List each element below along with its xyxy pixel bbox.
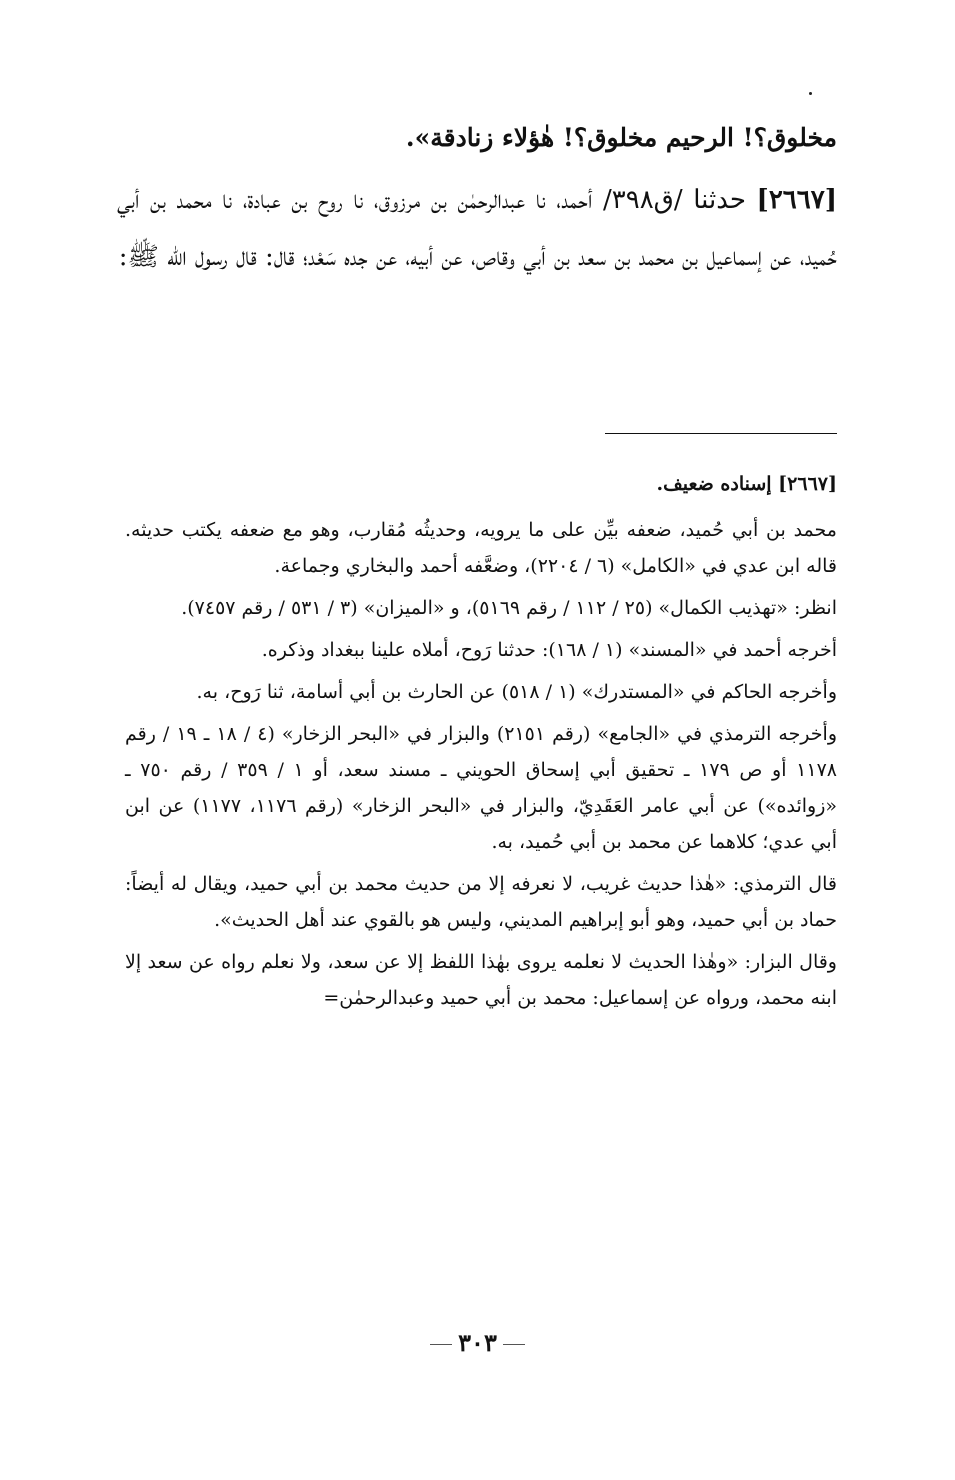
footnote-paragraph: انظر: «تهذيب الكمال» (٢٥ / ١١٢ / رقم ٥١٦٩)، و «الميزان» (٣ / ٥٣١ / رقم ٧٤٥٧). — [181, 597, 837, 619]
footnote-paragraph: وأخرجه الحاكم في «المستدرك» (١ / ٥١٨) عن الحارث بن أبي أسامة، ثنا رَوح، به. — [196, 681, 837, 703]
folio-rule — [430, 1344, 452, 1345]
continuation-line: مخلوق؟! الرحيم مخلوق؟! هٰؤلاء زنادقة». — [405, 123, 837, 152]
footnotes — [125, 466, 837, 1022]
footnote-heading: [٢٦٦٧] إسناده ضعيف. — [656, 473, 837, 495]
page-number: ٣٠٣ — [458, 1328, 497, 1357]
folio-rule — [503, 1344, 525, 1345]
footnote-paragraph: محمد بن أبي حُميد، ضعفه بيِّن على ما يرويه، وحديثُه مُقارب، وهو مع ضعفه يكتب حديثه. قاله ابن عدي في «الكامل» (٦ / ٢٢٠٤)، وضعَّفه أحمد والبخاري وجماعة. — [125, 519, 837, 577]
main-text — [117, 112, 837, 286]
hadith-text: حدثنا /ق٣٩٨/ أحمد، نا عبدالرحمٰن بن مرزوق، نا روح بن عبادة، نا محمد بن أبي حُميد، عن إسماعيل بن محمد بن سعد بن أبي وقاص، عن أبيه، عن جده سَعْد؛ قال: قال رسول الله ﷺ: — [117, 185, 837, 272]
hadith-paragraph — [117, 172, 837, 286]
footnote-paragraph: أخرجه أحمد في «المسند» (١ / ١٦٨): حدثنا رَوح، أملاه علينا ببغداد وذكره. — [261, 639, 837, 661]
footnote-paragraph: قال الترمذي: «هٰذا حديث غريب، لا نعرفه إلا من حديث محمد بن أبي حميد، ويقال له أيضاً: حماد بن أبي حميد، وهو أبو إبراهيم المديني، وليس هو بالقوي عند أهل الحديث». — [125, 873, 837, 931]
footnote-separator — [605, 433, 837, 434]
ink-speck — [809, 92, 812, 95]
hadith-number: [٢٦٦٧] — [756, 185, 838, 215]
footnote-paragraph: وأخرجه الترمذي في «الجامع» (رقم ٢١٥١) والبزار في «البحر الزخار» (٤ / ١٨ ـ ١٩ / رقم ١١٧٨ أو ص ١٧٩ ـ تحقيق أبي إسحاق الحويني ـ مسند سعد، أو ١ / ٣٥٩ / رقم ٧٥٠ ـ «زوائده») عن أبي عامر العَقَدِيّ، والبزار في «البحر الزخار» (رقم ١١٧٦، ١١٧٧) عن ابن أبي عدي؛ كلاهما عن محمد بن أبي حُميد، به. — [125, 723, 837, 853]
page-number-area — [0, 1328, 955, 1357]
footnote-paragraph: وقال البزار: «وهٰذا الحديث لا نعلمه يروى بهٰذا اللفظ إلا عن سعد، ولا نعلم رواه عن سعد إلا ابنه محمد، ورواه عن إسماعيل: محمد بن أبي حميد وعبدالرحمٰن= — [125, 951, 837, 1009]
